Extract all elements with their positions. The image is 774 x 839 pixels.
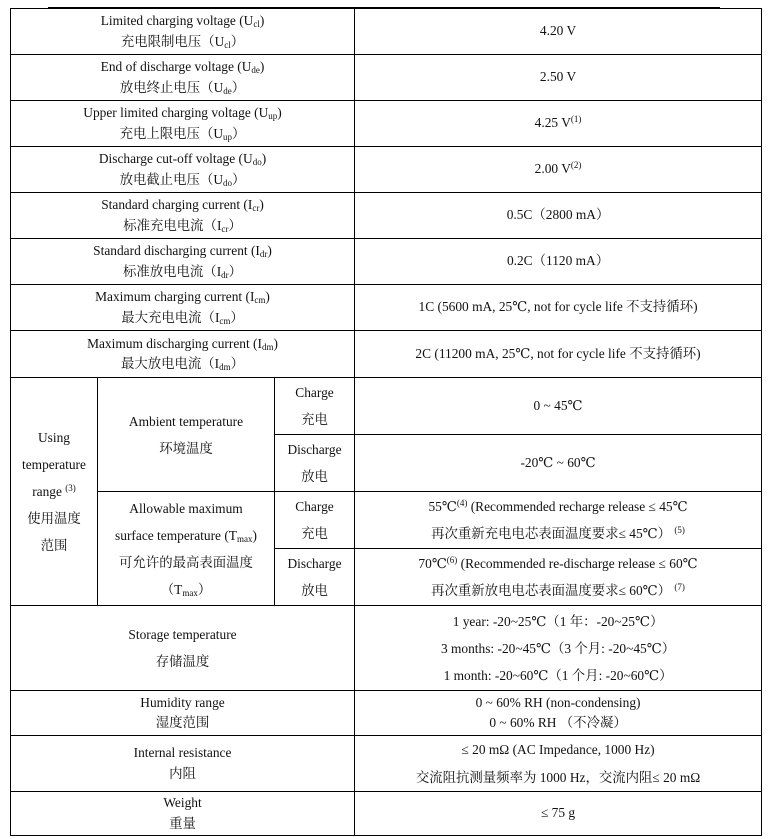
param-label: Discharge cut-off voltage $(U_{do})$ 放电截止电压$(U_{do})$	[11, 147, 355, 193]
using-temp-label: Using temperature range $^{(3)}$ 使用温度 范围	[11, 378, 98, 606]
param-label: Standard charging current $(I_{cr})$ 标准充电电流$(I_{cr})$	[11, 193, 355, 239]
param-label: Upper limited charging voltage $(U_{up})$ 充电上限电压$(U_{up})$	[11, 101, 355, 147]
table-row	[11, 492, 762, 549]
table-row	[11, 239, 762, 285]
table-row	[11, 691, 762, 736]
humidity-label: Humidity range 湿度范围	[11, 691, 355, 736]
weight-label: Weight 重量	[11, 792, 355, 836]
table-row	[11, 285, 762, 331]
table-row	[11, 193, 762, 239]
table-row	[11, 9, 762, 55]
table-row	[11, 331, 762, 378]
table-row	[11, 736, 762, 792]
param-label: Limited charging voltage $(U_{cl})$ 充电限制电压$(U_{cl})$	[11, 9, 355, 55]
ambient-temp-label: Ambient temperature 环境温度	[98, 378, 275, 492]
footnote-marker: (6)	[446, 554, 458, 565]
param-value: 2.50 V	[355, 55, 762, 101]
footnote-marker: (3)	[65, 483, 76, 493]
storage-value: 1 year: -20~25℃（1 年：-20~25℃） 3 months: -20~45℃（3 个月: -20~45℃） 1 month: -20~60℃（1 个月: -20~60℃）	[355, 606, 762, 691]
param-label: Maximum discharging current $(I_{dm})$ 最大放电电流$(I_{dm})$	[11, 331, 355, 378]
surface-charge-value: 55℃$^{(4)}$ (Recommended recharge release ≤ 45℃ 再次重新充电电芯表面温度要求≤ 45℃） $^{(5)}$	[355, 492, 762, 549]
charge-label: Charge 充电	[275, 492, 355, 549]
footnote-marker: (4)	[456, 497, 468, 508]
footnote-marker: (7)	[674, 582, 685, 592]
table-row	[11, 792, 762, 836]
param-value: 4.20 V	[355, 9, 762, 55]
param-value: 4.25 $V^{(1)}$	[355, 101, 762, 147]
table-row	[11, 101, 762, 147]
footnote-marker: (5)	[674, 525, 685, 535]
table-row	[11, 55, 762, 101]
footnote-marker: (1)	[570, 114, 582, 125]
ambient-charge-value: 0 ~ 45℃	[355, 378, 762, 435]
param-label: End of discharge voltage $(U_{de})$ 放电终止电压$(U_{de})$	[11, 55, 355, 101]
surface-temp-label: Allowable maximum surface temperature $(T_{max})$ 可允许的最高表面温度 $(T_{max})$	[98, 492, 275, 606]
ambient-discharge-value: -20℃ ~ 60℃	[355, 435, 762, 492]
resistance-value: ≤ 20 mΩ (AC Impedance, 1000 Hz) 交流阻抗测量频率为 1000 Hz，交流内阻≤ 20 mΩ	[355, 736, 762, 792]
discharge-label: Discharge 放电	[275, 435, 355, 492]
param-value: 0.2C（1120 mA）	[355, 239, 762, 285]
param-value: 2.00 $V^{(2)}$	[355, 147, 762, 193]
footnote-marker: (2)	[570, 160, 582, 171]
weight-value: ≤ 75 g	[355, 792, 762, 836]
surface-discharge-value: 70℃$^{(6)}$ (Recommended re-discharge release ≤ 60℃ 再次重新放电电芯表面温度要求≤ 60℃） $^{(7)}$	[355, 549, 762, 606]
param-value: 1C (5600 mA, 25℃, not for cycle life 不支持循环)	[355, 285, 762, 331]
table-row	[11, 606, 762, 691]
charge-label: Charge 充电	[275, 378, 355, 435]
humidity-value: 0 ~ 60% RH (non-condensing) 0 ~ 60% RH （不冷凝）	[355, 691, 762, 736]
discharge-label: Discharge 放电	[275, 549, 355, 606]
param-label: Standard discharging current $(I_{dr})$ 标准放电电流$(I_{dr})$	[11, 239, 355, 285]
spec-table	[10, 8, 762, 836]
table-row	[11, 147, 762, 193]
param-value: 2C (11200 mA, 25℃, not for cycle life 不支持循环)	[355, 331, 762, 378]
table-row	[11, 378, 762, 435]
param-label: Maximum charging current $(I_{cm})$ 最大充电电流$(I_{cm})$	[11, 285, 355, 331]
resistance-label: Internal resistance 内阻	[11, 736, 355, 792]
param-value: 0.5C（2800 mA）	[355, 193, 762, 239]
storage-label: Storage temperature 存储温度	[11, 606, 355, 691]
